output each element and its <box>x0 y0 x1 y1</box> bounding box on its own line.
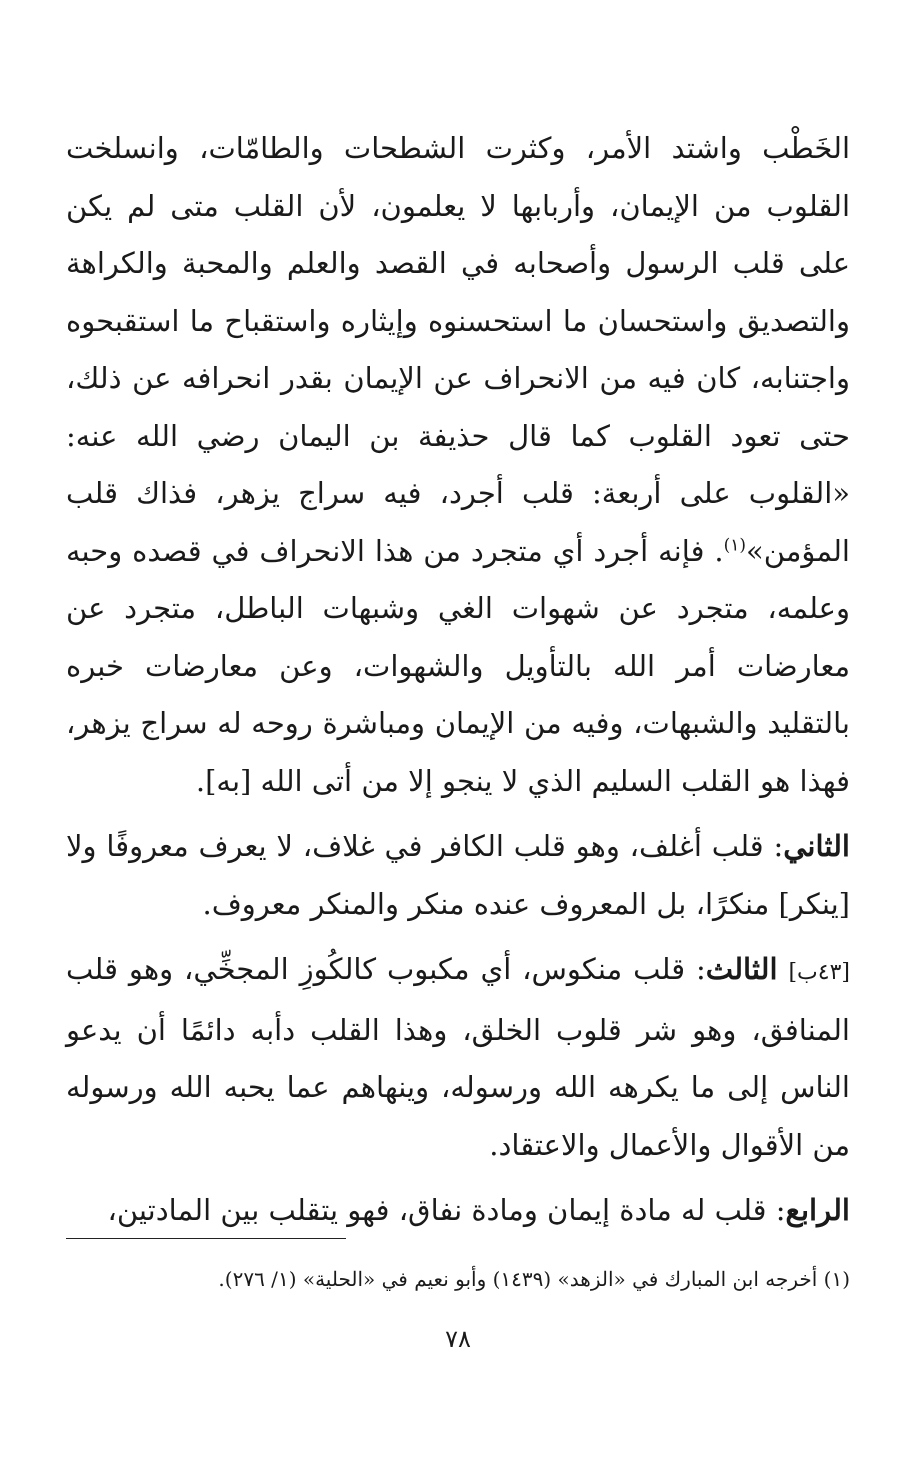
paragraph-text: الخَطْب واشتد الأمر، وكثرت الشطحات والطامّات، وانسلخت القلوب من الإيمان، وأربابها لا يعلمون، لأن القلب متى لم يكن على قلب الرسول وأصحابه في القصد والعلم والمحبة والكراهة والتصديق واستحسان ما استحسنوه وإيثاره واستقباح ما استقبحوه واجتنابه، كان فيه من الانحراف عن الإيمان بقدر انحرافه عن ذلك، حتى تعود القلوب كما قال حذيفة بن اليمان رضي الله عنه: «القلوب على أربعة: قلب أجرد، فيه سراج يزهر، فذاك قلب المؤمن» <box>66 131 850 568</box>
paragraph-second-heart <box>66 818 850 933</box>
page-number: ٧٨ <box>445 1325 471 1353</box>
paragraph-heart-types-intro <box>66 120 850 810</box>
footnote: (١) أخرجه ابن المبارك في «الزهد» (١٤٣٩) وأبو نعيم في «الحلية» (١/ ٢٧٦). <box>218 1267 850 1291</box>
paragraph-text: : قلب منكوس، أي مكبوب كالكُوزِ المجخِّي، وهو قلب المنافق، وهو شر قلوب الخلق، وهذا القلب دأبه دائمًا أن يدعو الناس إلى ما يكرهه الله ورسوله، وينهاهم عما يحبه الله ورسوله من الأقوال والأعمال والاعتقاد. <box>66 952 850 1162</box>
paragraph-lead-word: الثالث <box>705 952 778 986</box>
book-page <box>66 120 850 1440</box>
paragraph-text-continued: . فإنه أجرد أي متجرد من هذا الانحراف في قصده وحبه وعلمه، متجرد عن شهوات الغي وشبهات الباطل، متجرد عن معارضات أمر الله بالتأويل والشهوات، وعن معارضات خبره بالتقليد والشبهات، وفيه من الإيمان ومباشرة روحه له سراج يزهر، فهذا هو القلب السليم الذي لا ينجو إلا من أتى الله [به]. <box>66 533 850 798</box>
footnote-divider <box>66 1238 346 1239</box>
paragraph-text: : قلب أغلف، وهو قلب الكافر في غلاف، لا يعرف معروفًا ولا [ينكر] منكرًا، بل المعروف عنده منكر والمنكر معروف. <box>66 829 850 921</box>
paragraph-fourth-heart <box>66 1182 850 1240</box>
manuscript-folio-marker: [٤٣ب] <box>788 960 850 985</box>
paragraph-lead-word: الثاني <box>783 829 850 863</box>
paragraph-lead-word: الرابع <box>785 1193 850 1227</box>
paragraph-third-heart <box>66 941 850 1174</box>
footnote-reference[interactable]: (١) <box>723 534 746 555</box>
paragraph-text: : قلب له مادة إيمان ومادة نفاق، فهو يتقلب بين المادتين، <box>107 1193 786 1227</box>
